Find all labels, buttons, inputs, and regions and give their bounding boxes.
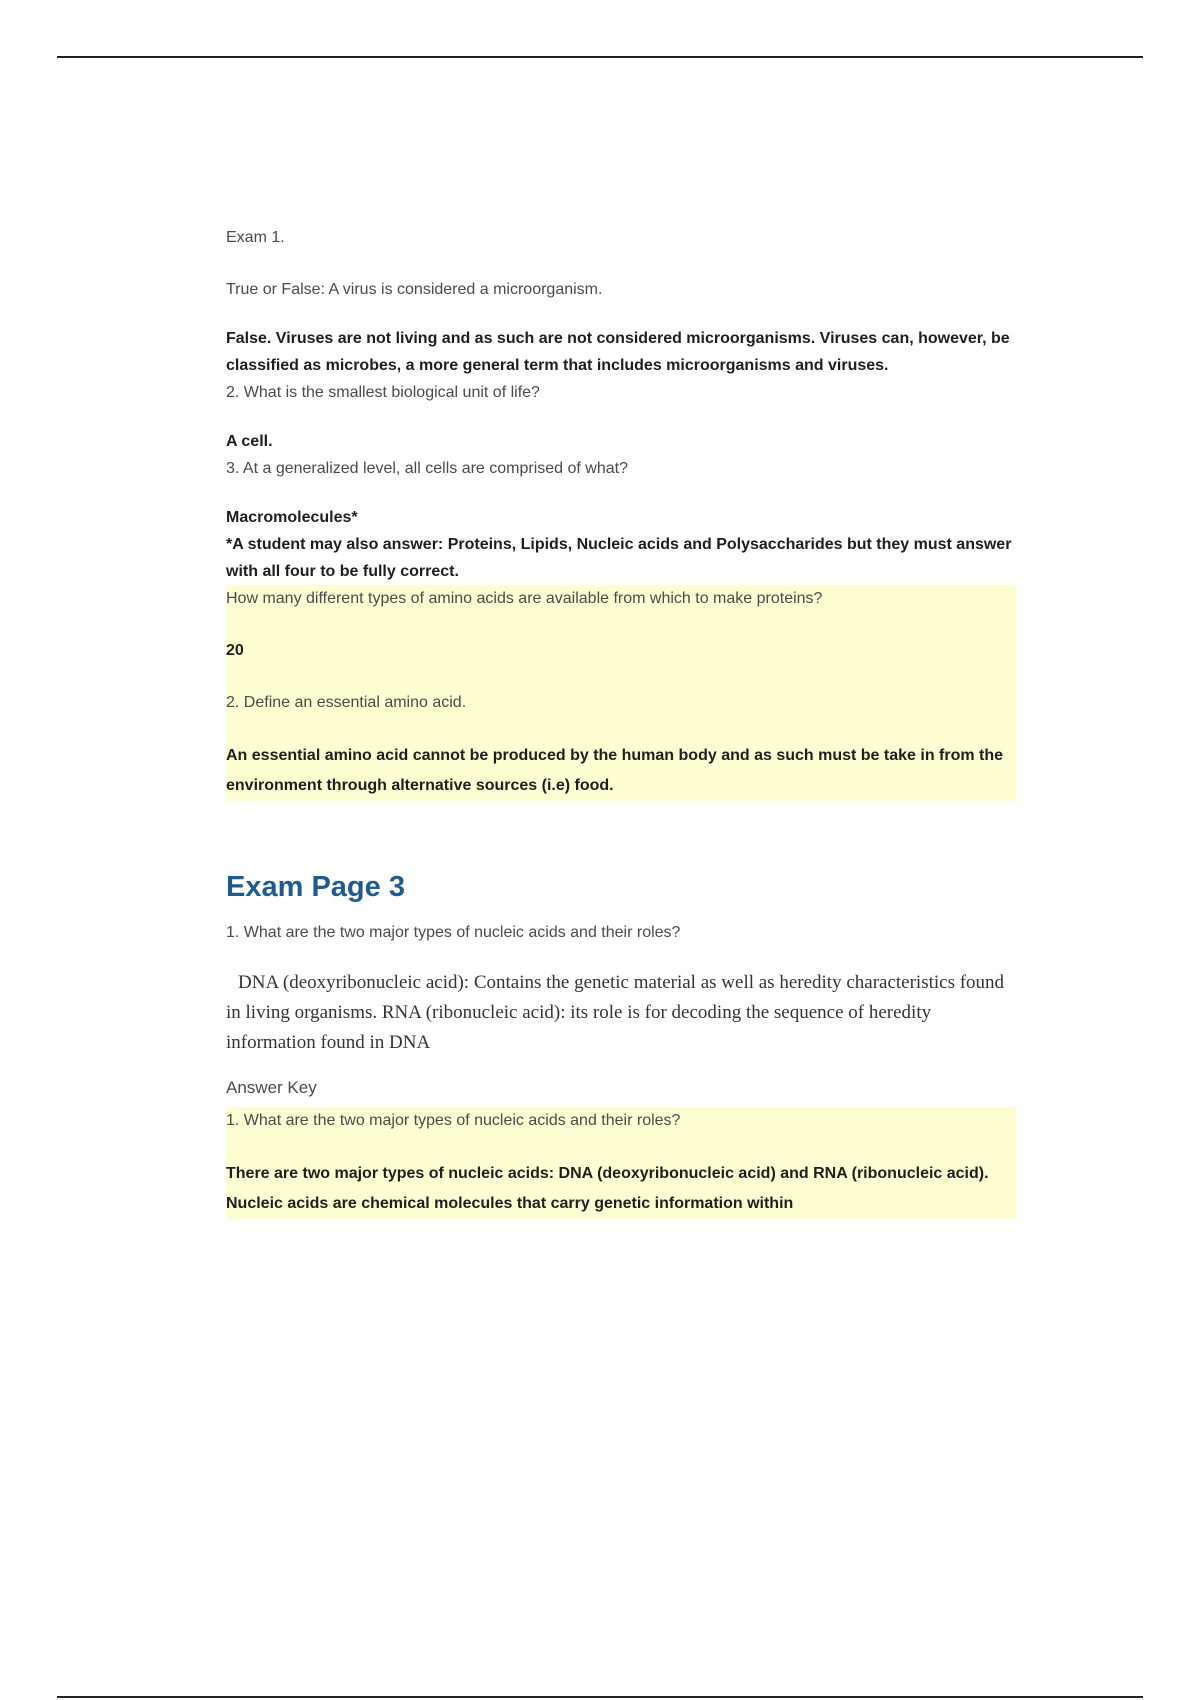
highlight-block-answer-key (226, 1107, 1016, 1219)
answer-key-label: Answer Key (226, 1078, 317, 1097)
bottom-rule (57, 1696, 1143, 1698)
answer-3-line-1: Macromolecules* (226, 509, 358, 526)
amino-answer-2: An essential amino acid cannot be produced by the human body and as such must be take in from the environment through alternative sources (i.e) food. (226, 747, 1004, 794)
page-3-question-1: 1. What are the two major types of nucleic acids and their roles? (226, 924, 681, 941)
amino-question-2: 2. Define an essential amino acid. (226, 694, 467, 711)
answer-3-line-2: *A student may also answer: Proteins, Lipids, Nucleic acids and Polysaccharides but they must answer with all four to be fully correct. (226, 536, 1012, 580)
answer-2: A cell. (226, 433, 273, 450)
top-rule (57, 56, 1143, 58)
question-3: 3. At a generalized level, all cells are comprised of what? (226, 460, 628, 477)
amino-answer-1: 20 (226, 642, 244, 659)
highlight-block-amino-acids (226, 585, 1016, 801)
page-3-answer: DNA (deoxyribonucleic acid): Contains the genetic material as well as heredity characteristics found in living organisms. RNA (ribonucleic acid): its role is for decoding the sequence of heredity information found in DNA (226, 972, 1005, 1053)
question-1: True or False: A virus is considered a microorganism. (226, 281, 603, 298)
exam-title: Exam 1. (226, 229, 285, 246)
question-2: 2. What is the smallest biological unit of life? (226, 384, 540, 401)
answer-1: False. Viruses are not living and as such are not considered microorganisms. Viruses can, however, be classified as microbes, a more general term that includes microorganisms and viruses. (226, 330, 1010, 374)
document-body (226, 224, 1016, 1219)
amino-question-1: How many different types of amino acids are available from which to make proteins? (226, 590, 823, 607)
answer-key-answer: There are two major types of nucleic acids: DNA (deoxyribonucleic acid) and RNA (ribonucleic acid). Nucleic acids are chemical molecules that carry genetic information within (226, 1165, 989, 1212)
page-3-heading: Exam Page 3 (226, 871, 405, 903)
answer-key-question: 1. What are the two major types of nucleic acids and their roles? (226, 1112, 681, 1129)
